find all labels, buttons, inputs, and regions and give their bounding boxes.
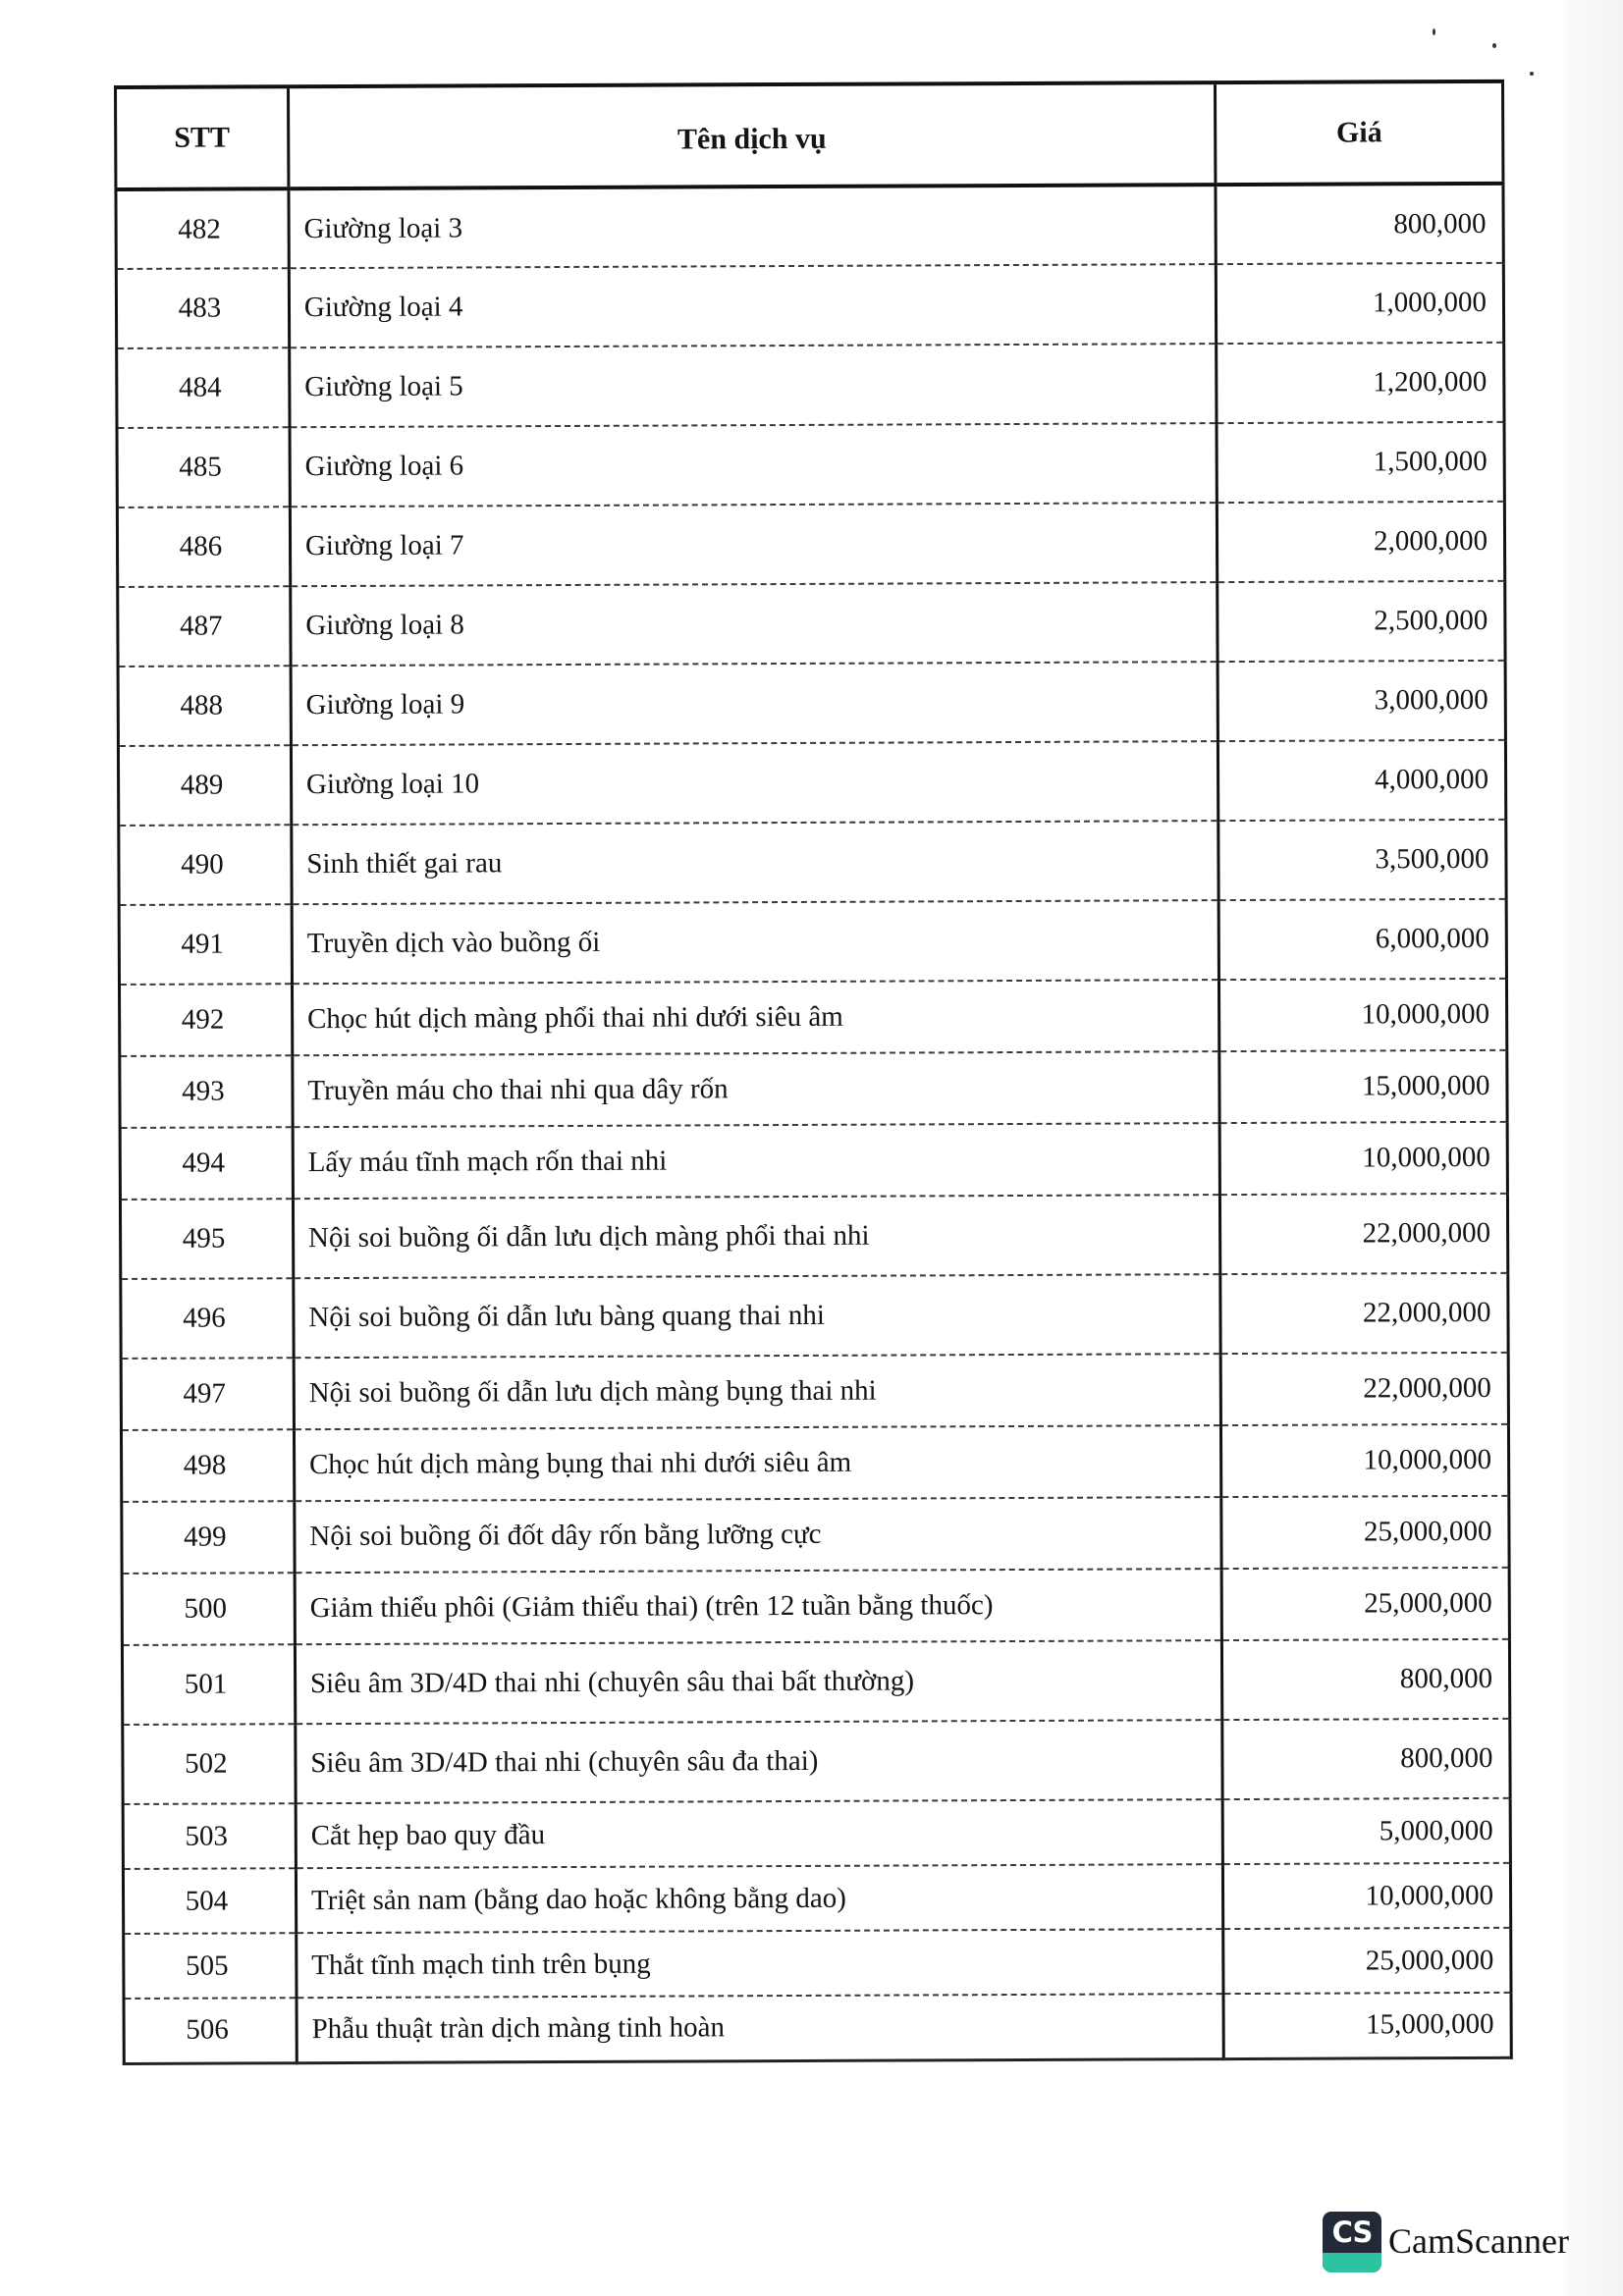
table-row (122, 1568, 1509, 1645)
row-price: 22,000,000 (1220, 1353, 1508, 1425)
table-row (124, 1993, 1511, 2063)
row-stt: 504 (123, 1868, 296, 1934)
row-stt: 494 (120, 1127, 293, 1200)
row-price: 1,500,000 (1217, 422, 1504, 503)
row-price: 22,000,000 (1220, 1273, 1508, 1354)
row-service-name: Nội soi buồng ối dẫn lưu bàng quang thai nhi (294, 1274, 1221, 1358)
scan-speck (1492, 43, 1496, 48)
row-service-name: Cắt hẹp bao quy đầu (296, 1799, 1223, 1868)
row-service-name: Giường loại 4 (289, 264, 1217, 347)
row-service-name: Giường loại 5 (290, 344, 1217, 427)
row-service-name: Siêu âm 3D/4D thai nhi (chuyên sâu đa thai) (296, 1720, 1223, 1803)
row-stt: 498 (121, 1429, 294, 1502)
scan-edge-shadow (1566, 0, 1623, 2296)
row-stt: 503 (123, 1803, 296, 1869)
table-row (119, 820, 1506, 905)
table-row (120, 1194, 1507, 1279)
table-row (123, 1863, 1510, 1934)
row-stt: 499 (122, 1501, 295, 1574)
table-header-row (116, 81, 1503, 189)
row-stt: 489 (118, 745, 291, 826)
row-price: 2,500,000 (1217, 581, 1505, 662)
row-stt: 490 (119, 825, 292, 905)
table-row (117, 343, 1504, 428)
logo-accent-band (1323, 2253, 1381, 2272)
table-row (118, 661, 1505, 746)
row-stt: 495 (120, 1199, 293, 1279)
row-service-name: Giường loại 9 (291, 662, 1218, 745)
row-price: 22,000,000 (1220, 1194, 1508, 1274)
service-price-table (114, 80, 1513, 2065)
row-stt: 483 (116, 268, 289, 348)
row-price: 800,000 (1216, 184, 1503, 264)
row-price: 6,000,000 (1218, 899, 1506, 980)
row-stt: 488 (118, 666, 291, 746)
table-row (122, 1639, 1509, 1725)
table-row (120, 1122, 1507, 1200)
row-price: 1,200,000 (1217, 343, 1504, 423)
row-service-name: Giường loại 6 (290, 423, 1217, 507)
row-service-name: Sinh thiết gai rau (292, 821, 1219, 904)
row-price: 4,000,000 (1218, 740, 1506, 821)
row-stt: 484 (117, 347, 290, 428)
table-row (123, 1719, 1510, 1804)
row-price: 15,000,000 (1219, 1050, 1507, 1123)
row-stt: 501 (122, 1644, 295, 1725)
table-row (122, 1496, 1509, 1574)
table-body (116, 184, 1511, 2063)
table-row (119, 899, 1506, 985)
row-stt: 486 (117, 507, 290, 587)
row-service-name: Giảm thiểu phôi (Giảm thiểu thai) (trên 12 tuần bằng thuốc) (295, 1569, 1222, 1644)
logo-letters: CS (1331, 2216, 1373, 2249)
table-row (121, 1353, 1508, 1430)
row-price: 15,000,000 (1223, 1993, 1511, 2058)
row-price: 800,000 (1222, 1639, 1510, 1720)
row-stt: 506 (124, 1998, 297, 2063)
row-service-name: Phẫu thuật tràn dịch màng tinh hoàn (297, 1994, 1224, 2062)
row-price: 3,000,000 (1217, 661, 1505, 741)
row-stt: 487 (118, 586, 291, 667)
row-service-name: Lấy máu tĩnh mạch rốn thai nhi (293, 1123, 1220, 1199)
row-service-name: Giường loại 3 (289, 185, 1217, 268)
row-price: 10,000,000 (1221, 1424, 1509, 1497)
scan-speck (1433, 28, 1435, 35)
row-service-name: Giường loại 7 (290, 503, 1217, 586)
table-row (116, 184, 1503, 269)
row-service-name: Nội soi buồng ối dẫn lưu dịch màng phổi thai nhi (293, 1195, 1220, 1278)
row-stt: 496 (121, 1278, 294, 1359)
row-stt: 485 (117, 427, 290, 507)
table-row (118, 581, 1505, 667)
table-row (121, 1424, 1508, 1502)
row-service-name: Nội soi buồng ối đốt dây rốn bằng lưỡng cực (295, 1497, 1222, 1573)
row-price: 5,000,000 (1222, 1798, 1510, 1864)
table-row (124, 1928, 1511, 1999)
row-price: 1,000,000 (1217, 263, 1504, 344)
table-row (119, 979, 1506, 1056)
header-service-name: Tên dịch vụ (288, 82, 1216, 188)
row-price: 25,000,000 (1221, 1568, 1509, 1640)
table-row (123, 1798, 1510, 1869)
table-row (117, 422, 1504, 507)
row-price: 2,000,000 (1217, 502, 1505, 582)
row-price: 10,000,000 (1219, 1122, 1507, 1195)
row-stt: 493 (120, 1055, 293, 1128)
row-price: 3,500,000 (1218, 820, 1506, 900)
row-price: 800,000 (1222, 1719, 1510, 1799)
header-stt: STT (116, 86, 289, 189)
row-stt: 491 (119, 904, 292, 985)
row-service-name: Chọc hút dịch màng bụng thai nhi dưới siêu âm (294, 1425, 1221, 1501)
row-service-name: Nội soi buồng ối dẫn lưu dịch màng bụng thai nhi (294, 1354, 1221, 1429)
row-service-name: Giường loại 8 (291, 582, 1218, 666)
row-stt: 492 (119, 984, 292, 1056)
row-service-name: Truyền máu cho thai nhi qua dây rốn (293, 1051, 1220, 1127)
header-price: Giá (1216, 81, 1503, 185)
row-price: 25,000,000 (1221, 1496, 1509, 1569)
row-price: 10,000,000 (1219, 979, 1507, 1051)
row-service-name: Siêu âm 3D/4D thai nhi (chuyên sâu thai bất thường) (295, 1640, 1222, 1724)
row-service-name: Truyền dịch vào buồng ối (292, 900, 1219, 984)
row-stt: 500 (122, 1573, 295, 1645)
row-stt: 497 (121, 1358, 294, 1430)
camscanner-brand-text: CamScanner (1388, 2221, 1569, 2261)
scan-speck (1530, 72, 1534, 76)
row-stt: 502 (123, 1724, 296, 1804)
row-price: 25,000,000 (1223, 1928, 1511, 1994)
table-row (117, 502, 1504, 587)
row-service-name: Chọc hút dịch màng phổi thai nhi dưới siêu âm (292, 980, 1219, 1055)
camscanner-logo-icon (1323, 2212, 1381, 2272)
table-row (118, 740, 1505, 826)
table-row (121, 1273, 1508, 1359)
row-service-name: Giường loại 10 (291, 741, 1218, 825)
table-row (120, 1050, 1507, 1128)
row-service-name: Thắt tĩnh mạch tinh trên bụng (297, 1929, 1224, 1998)
row-stt: 482 (116, 188, 289, 269)
row-price: 10,000,000 (1223, 1863, 1511, 1929)
row-service-name: Triệt sản nam (bằng dao hoặc không bằng dao) (296, 1864, 1223, 1933)
row-stt: 505 (124, 1933, 297, 1999)
table-row (116, 263, 1503, 348)
